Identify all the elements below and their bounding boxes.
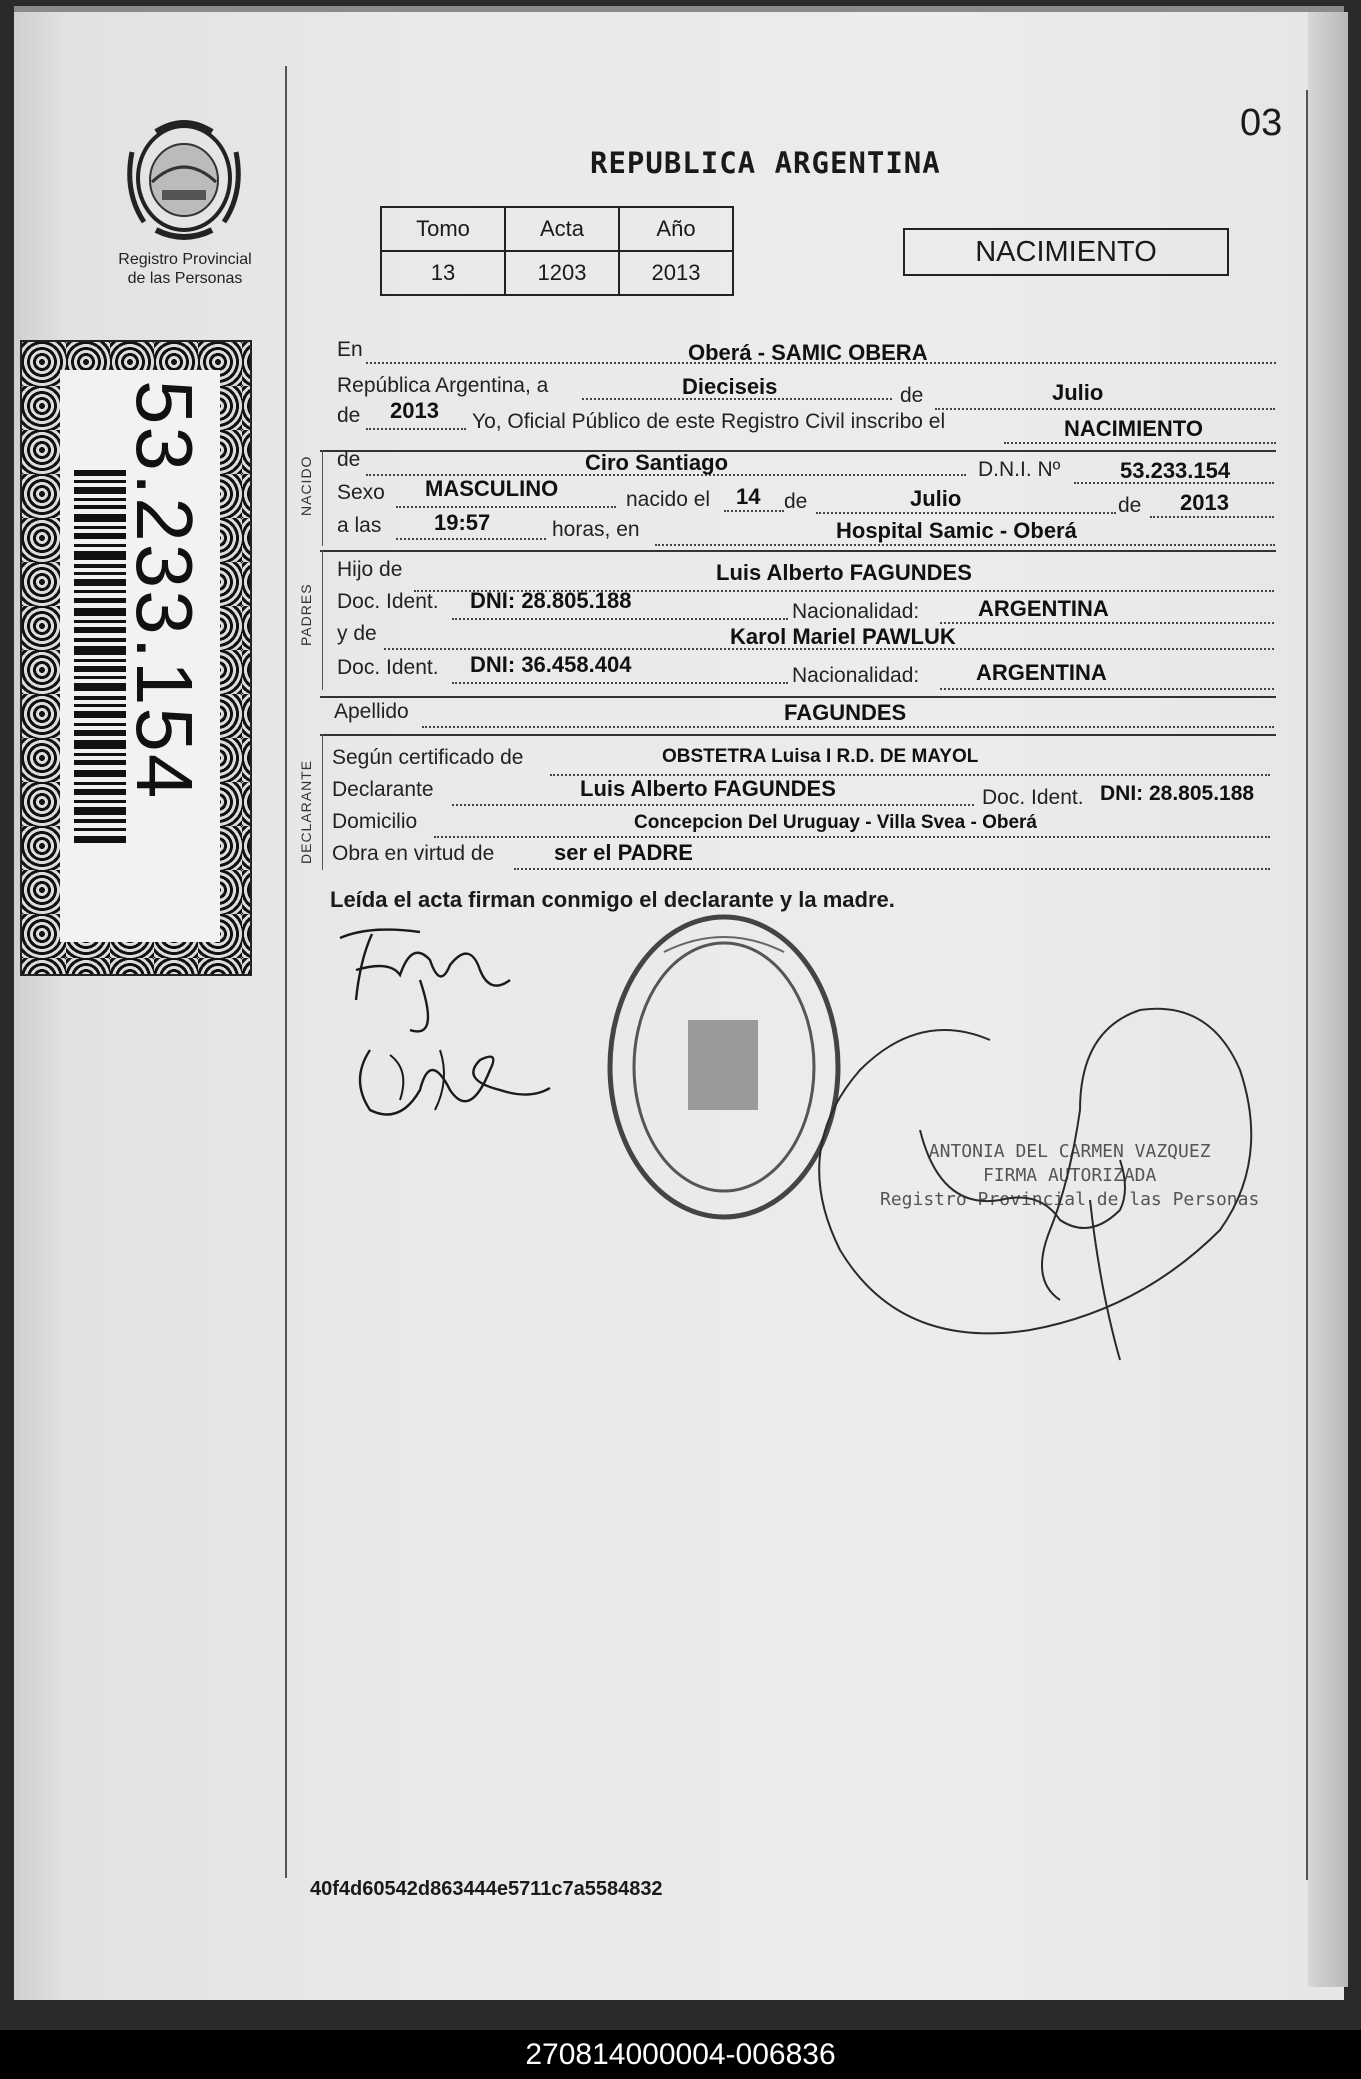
place-value: Oberá - SAMIC OBERA [688,340,928,365]
record-type-box: NACIMIENTO [903,228,1229,276]
obra-value: ser el PADRE [554,840,693,865]
dni-label: D.N.I. Nº [978,458,1061,481]
mother-nat-value: ARGENTINA [976,660,1107,685]
child-name-value: Ciro Santiago [585,450,729,475]
official-signature [800,990,1270,1370]
de-year-label: de [337,404,361,427]
sexo-label: Sexo [337,481,385,504]
anio-value: 2013 [619,251,733,295]
de-label: de [900,384,924,407]
father-doc-label: Doc. Ident. [337,590,439,613]
anio-header: Año [619,207,733,251]
father-nat-value: ARGENTINA [978,596,1109,621]
right-margin-line [1306,90,1308,1880]
child-dni-value: 53.233.154 [1120,458,1231,483]
mother-nat-label: Nacionalidad: [792,664,920,687]
declarant-signature [330,920,570,1140]
month-value: Julio [1052,380,1104,405]
sexo-value: MASCULINO [425,476,559,501]
father-name-value: Luis Alberto FAGUNDES [716,560,972,585]
father-nat-label: Nacionalidad: [792,600,920,623]
cert-label: Según certificado de [332,746,524,769]
nacido-de-label: de [337,448,361,471]
mother-doc-value: DNI: 36.458.404 [470,652,632,677]
declarante-value: Luis Alberto FAGUNDES [580,776,836,801]
acta-value: 1203 [505,251,619,295]
record-table [380,206,734,296]
official-stamp-text: ANTONIA DEL CARMEN VAZQUEZ FIRMA AUTORIZADA Registro Provincial de las Personas [880,1141,1260,1210]
apellido-label: Apellido [334,700,409,723]
cert-value: OBSTETRA Luisa I R.D. DE MAYOL [662,746,979,767]
padres-section-label: PADRES [298,583,314,646]
tomo-header: Tomo [381,207,505,251]
birth-day-value: 14 [736,484,761,509]
domicilio-value: Concepcion Del Uruguay - Villa Svea - Oberá [634,812,1037,833]
declarante-doc-label: Doc. Ident. [982,786,1084,809]
scan-id-bar [0,2030,1361,2079]
hijo-de-label: Hijo de [337,558,403,581]
de-label-3: de [1118,494,1142,517]
left-margin-line [285,66,287,1878]
domicilio-label: Domicilio [332,810,418,833]
intro-text: Yo, Oficial Público de este Registro Civil inscribo el [472,410,946,433]
acta-header: Acta [505,207,619,251]
registry-name: Registro Provincial de las Personas [118,251,252,287]
de-label-2: de [784,490,808,513]
birth-place-value: Hospital Samic - Oberá [836,518,1077,543]
apellido-value: FAGUNDES [784,700,907,725]
obra-label: Obra en virtud de [332,842,495,865]
day-word-value: Dieciseis [682,374,778,399]
birth-month-value: Julio [910,486,962,511]
act-type-value: NACIMIENTO [1064,416,1203,441]
declarante-label: Declarante [332,778,434,801]
declarante-doc-value: DNI: 28.805.188 [1100,782,1255,805]
mother-doc-label: Doc. Ident. [337,656,439,679]
scan-id: 270814000004-006836 [525,2038,836,2071]
nacido-el-label: nacido el [626,488,711,511]
nacido-section-label: NACIDO [298,455,314,516]
father-doc-value: DNI: 28.805.188 [470,588,632,613]
horas-label: horas, en [552,518,640,541]
year-value: 2013 [390,398,439,423]
document-hash: 40f4d60542d863444e5711c7a5584832 [310,1878,663,1900]
page-number: 03 [1240,102,1283,144]
republica-label: República Argentina, a [337,374,549,397]
birth-time-value: 19:57 [434,510,491,535]
page-title: REPUBLICA ARGENTINA [590,146,941,180]
declarante-section-label: DECLARANTE [298,759,314,864]
barcode-number: 53.233.154 [120,380,209,801]
misiones-coat-of-arms-icon [122,112,246,244]
tomo-value: 13 [381,251,505,295]
page-edge [1308,12,1348,1987]
y-de-label: y de [337,622,377,645]
mother-name-value: Karol Mariel PAWLUK [730,624,956,649]
en-label: En [337,338,363,361]
closing-text: Leída el acta firman conmigo el declarante y la madre. [330,887,895,912]
a-las-label: a las [337,514,382,537]
birth-year-value: 2013 [1180,490,1229,515]
